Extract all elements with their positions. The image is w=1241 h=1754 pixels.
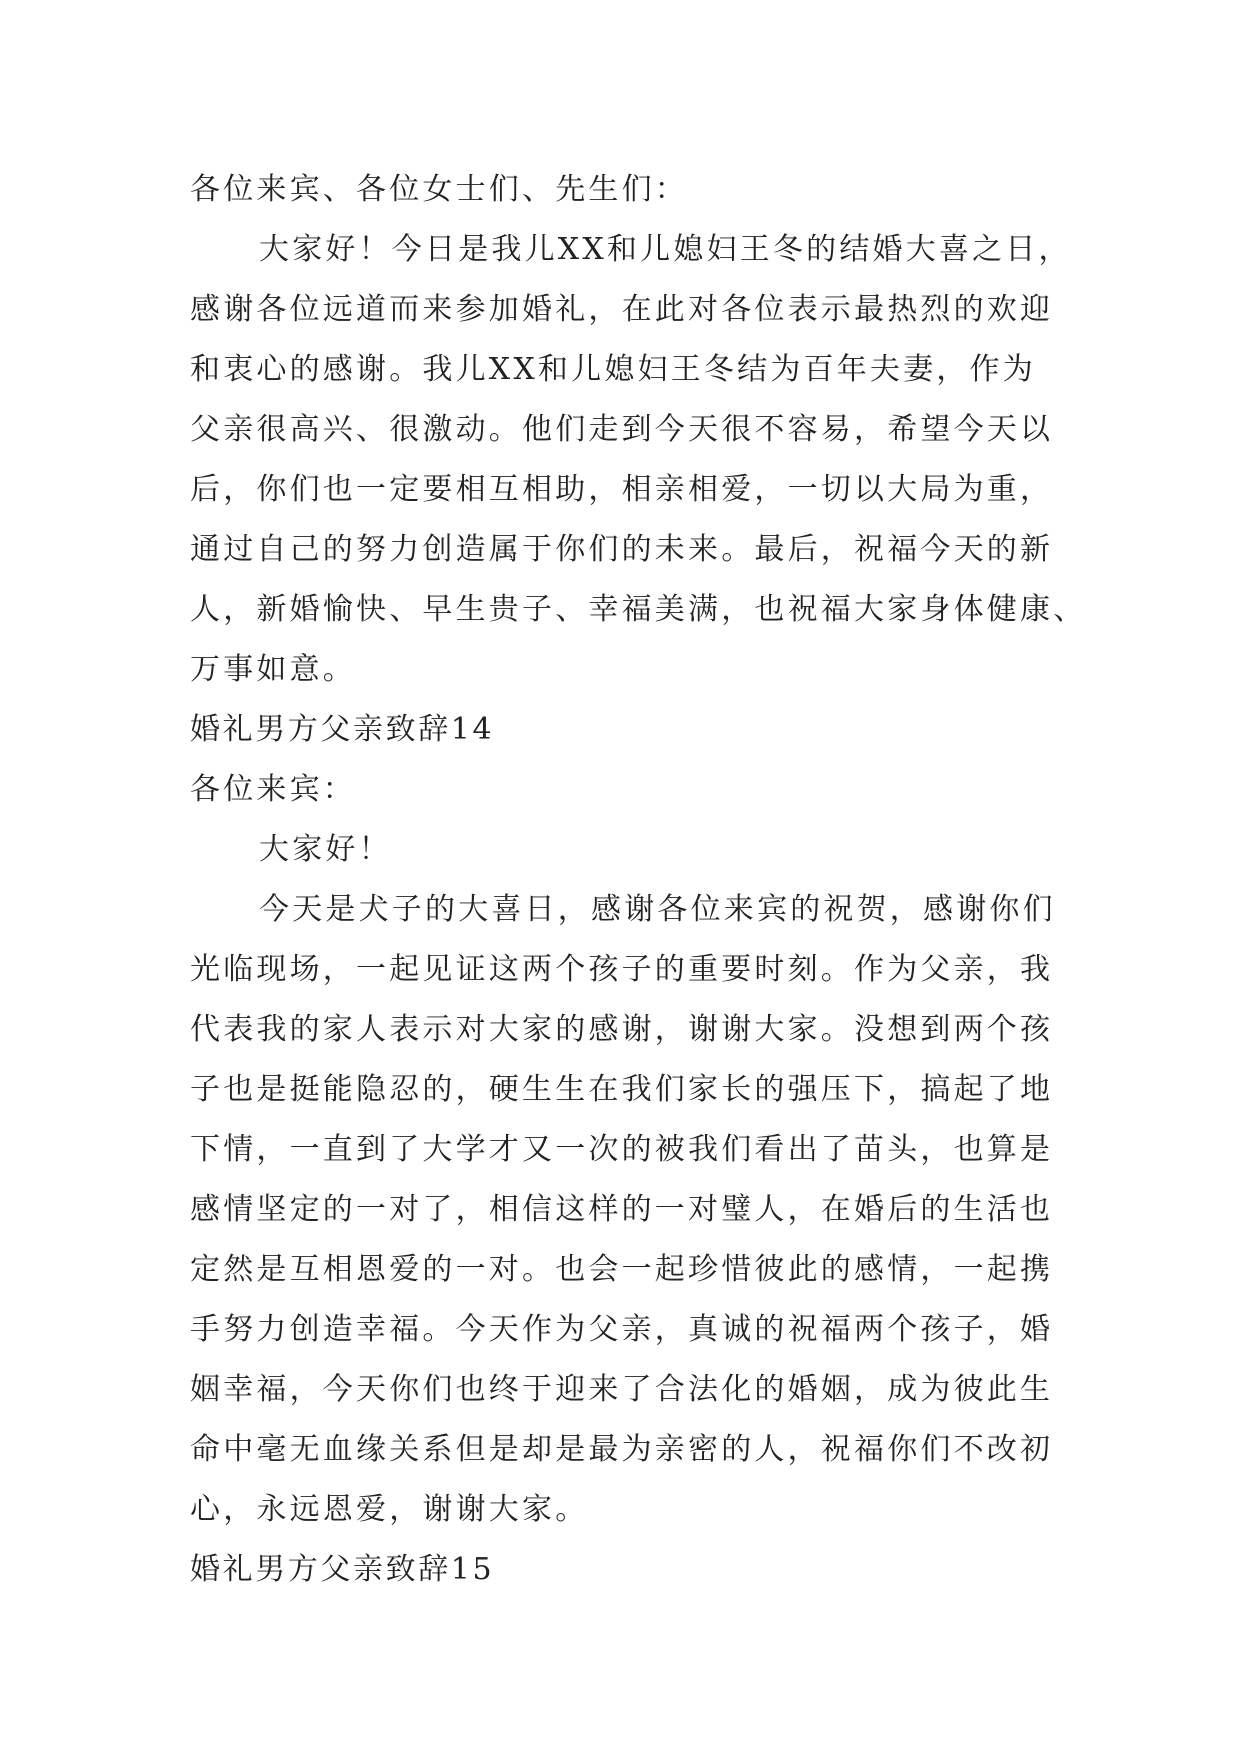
paragraph-line: 万事如意。 (190, 652, 356, 687)
paragraph-line: 人，新婚愉快、早生贵子、幸福美满，也祝福大家身体健康、 (190, 592, 1087, 627)
speech-paragraph (190, 220, 1087, 700)
paragraph-line: 手努力创造幸福。今天作为父亲，真诚的祝福两个孩子，婚 (190, 1312, 1054, 1347)
paragraph-line: 通过自己的努力创造属于你们的未来。最后，祝福今天的新 (190, 532, 1054, 567)
paragraph-line: 今天是犬子的大喜日，感谢各位来宾的祝贺，感谢你们 (259, 892, 1056, 927)
paragraph-line: 光临现场，一起见证这两个孩子的重要时刻。作为父亲，我 (190, 952, 1054, 987)
paragraph-line: 姻幸福，今天你们也终于迎来了合法化的婚姻，成为彼此生 (190, 1372, 1054, 1407)
paragraph-line: 感谢各位远道而来参加婚礼，在此对各位表示最热烈的欢迎 (190, 292, 1054, 327)
section-heading: 婚礼男方父亲致辞15 (190, 1552, 495, 1587)
salutation-line: 各位来宾、各位女士们、先生们： (190, 172, 688, 207)
paragraph-line: 大家好！今日是我儿XX和儿媳妇王冬的结婚大喜之日， (259, 232, 1072, 267)
section-heading: 婚礼男方父亲致辞14 (190, 712, 495, 747)
speech-paragraph (190, 880, 1060, 1540)
document-body (190, 160, 1087, 1600)
paragraph-line: 定然是互相恩爱的一对。也会一起珍惜彼此的感情，一起携 (190, 1252, 1054, 1287)
greeting-line: 大家好！ (259, 832, 392, 867)
paragraph-line: 心，永远恩爱，谢谢大家。 (190, 1492, 589, 1527)
paragraph-line: 感情坚定的一对了，相信这样的一对璧人，在婚后的生活也 (190, 1192, 1054, 1227)
paragraph-line: 后，你们也一定要相互相助，相亲相爱，一切以大局为重， (190, 472, 1054, 507)
paragraph-line: 父亲很高兴、很激动。他们走到今天很不容易，希望今天以 (190, 412, 1054, 447)
paragraph-line: 命中毫无血缘关系但是却是最为亲密的人，祝福你们不改初 (190, 1432, 1054, 1467)
salutation-line: 各位来宾： (190, 772, 356, 807)
paragraph-line: 下情，一直到了大学才又一次的被我们看出了苗头，也算是 (190, 1132, 1054, 1167)
paragraph-line: 子也是挺能隐忍的，硬生生在我们家长的强压下，搞起了地 (190, 1072, 1054, 1107)
paragraph-line: 代表我的家人表示对大家的感谢，谢谢大家。没想到两个孩 (190, 1012, 1054, 1047)
paragraph-line: 和衷心的感谢。我儿XX和儿媳妇王冬结为百年夫妻，作为 (190, 352, 1036, 387)
